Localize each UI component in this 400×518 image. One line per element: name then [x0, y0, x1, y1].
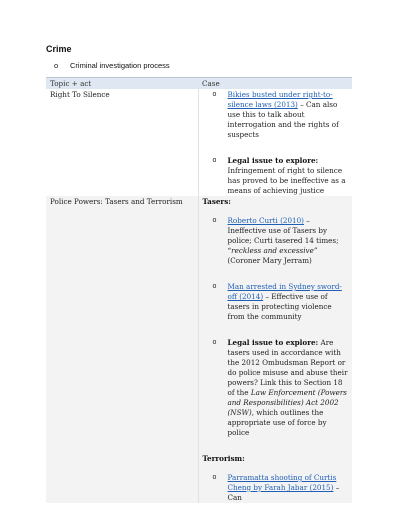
legal-issue-text: Infringement of right to silence has proved to be ineffective as a means of achieving justice	[227, 166, 346, 195]
header-case: Case	[198, 78, 352, 90]
bullet-marker: o	[212, 157, 217, 164]
bullet-marker: o	[212, 283, 217, 290]
list-item	[203, 473, 349, 503]
subheading-tasers: Tasers:	[202, 197, 231, 206]
list-item	[203, 338, 349, 438]
legal-issue-label: Legal issue to explore:	[227, 156, 319, 165]
case-cell	[198, 89, 352, 196]
list-item	[203, 90, 349, 140]
quote-text: “reckless and excessive”	[227, 246, 318, 255]
topic-cell: Right To Silence	[46, 89, 198, 196]
case-link[interactable]: Bikies busted under right-to-silence laws (2013)	[227, 90, 333, 109]
list-item	[203, 156, 349, 196]
topics-table	[46, 77, 352, 503]
bullet-marker: o	[212, 339, 217, 346]
table-header-row	[46, 78, 352, 90]
subheading-terrorism: Terrorism:	[202, 454, 245, 463]
legal-issue-text-end: , which outlines the appropriate use of force by police	[227, 408, 327, 437]
case-link[interactable]: Man arrested in Sydney sword-off (2014)	[227, 282, 342, 301]
case-description: – Can	[227, 483, 340, 502]
act-title: Law Enforcement (Powers and Responsibilities) Act 2002 (NSW)	[227, 388, 347, 417]
legal-issue-text: Are tasers used in accordance with the 2012 Ombudsman Report or do police misuse and abuse their powers? Link this to Section 18 of the	[227, 338, 348, 397]
table-row	[46, 89, 352, 196]
header-topic: Topic + act	[46, 78, 198, 90]
case-description: – Effective use of tasers in protecting violence from the community	[227, 292, 332, 321]
bullet-text: Criminal investigation process	[70, 61, 170, 70]
case-description: – Ineffective use of Tasers by police; Curti tasered 14 times;	[227, 216, 339, 245]
bullet-marker: o	[212, 91, 217, 98]
legal-issue-label: Legal issue to explore:	[227, 338, 319, 347]
case-description: – Can also use this to talk about interrogation and the rights of suspects	[227, 100, 339, 139]
section-heading: Crime	[46, 44, 72, 54]
bullet-marker: o	[54, 61, 59, 70]
case-link[interactable]: Roberto Curti (2010)	[227, 216, 304, 225]
table-row	[46, 196, 352, 503]
list-item	[203, 282, 349, 322]
case-link[interactable]: Parramatta shooting of Curtis Cheng by Farah Jabar (2015)	[227, 473, 337, 492]
list-item	[203, 216, 349, 266]
bullet-marker: o	[212, 474, 217, 481]
bullet-marker: o	[212, 217, 217, 224]
quote-attribution: (Coroner Mary Jerram)	[227, 256, 312, 265]
topic-cell: Police Powers: Tasers and Terrorism	[46, 196, 198, 503]
bullet-item	[54, 61, 170, 70]
case-cell	[198, 196, 352, 503]
